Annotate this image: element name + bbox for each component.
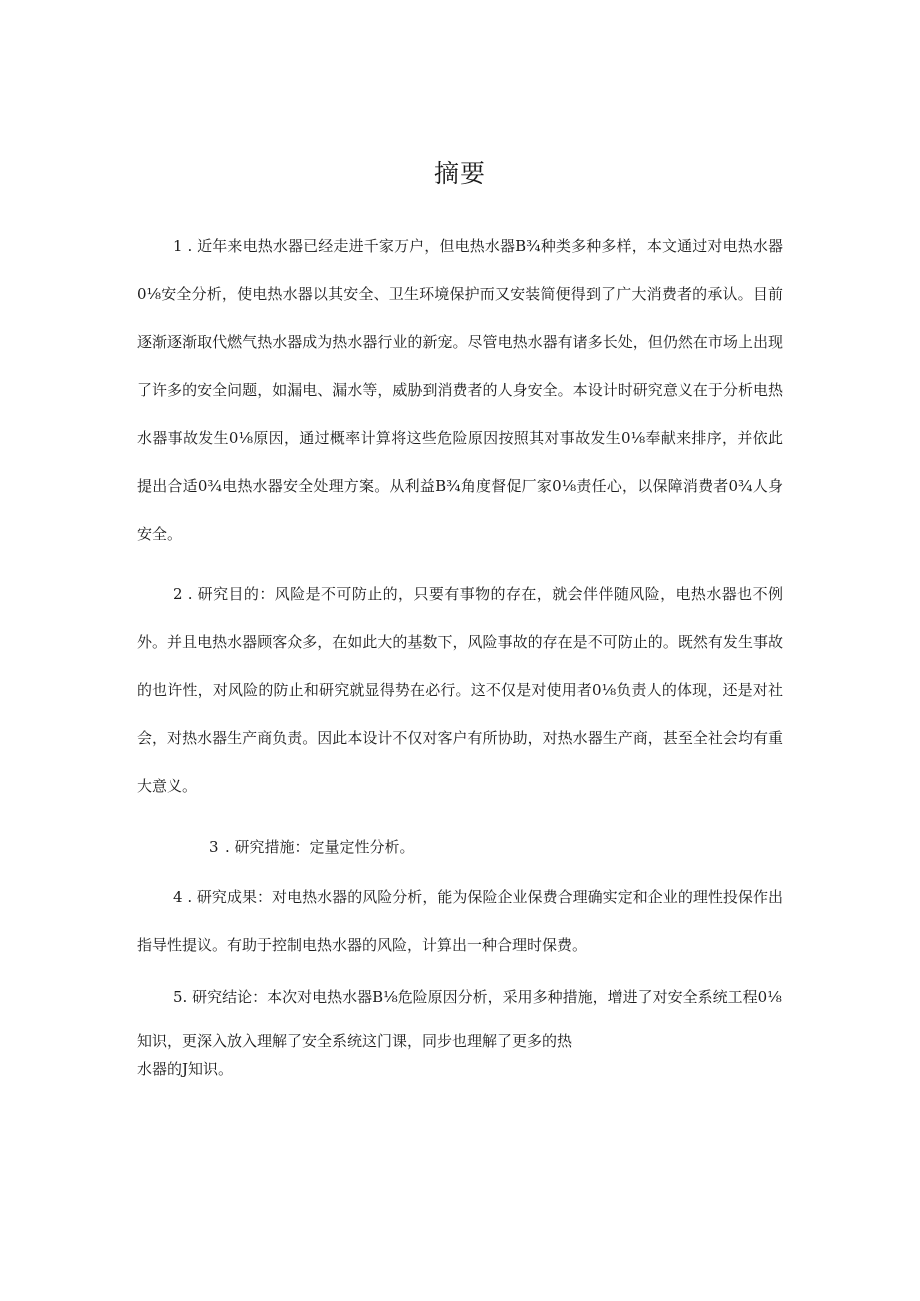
paragraph-1: 1 . 近年来电热水器已经走进千家万户，但电热水器B¾种类多种多样，本文通过对电热水器0⅛安全分析，使电热水器以其安全、卫生环境保护而又安装简便得到了广大消费者的承认。目前逐渐逐渐取代燃气热水器成为热水器行业的新宠。尽管电热水器有诸多长处，但仍然在市场上出现了许多的安全问题，如漏电、漏水等，威胁到消费者的人身安全。本设计时研究意义在于分析电热水器事故发生0⅛原因，通过概率计算将这些危险原因按照其对事故发生0⅛奉献来排序，并依此提出合适0¾电热水器安全处理方案。从利益B¾角度督促厂家0⅛责任心，以保障消费者0¾人身安全。 (137, 237, 783, 543)
paragraph-3 (137, 823, 783, 871)
paragraph-5-line-1: 5. 研究结论：本次对电热水器B⅛危险原因分析，采用多种措施，增进了对安全系统工程0⅛ (173, 988, 782, 1006)
paragraph-2: 2 . 研究目的：风险是不可防止的，只要有事物的存在，就会伴伴随风险，电热水器也不例外。并且电热水器顾客众多，在如此大的基数下，风险事故的存在是不可防止的。既然有发生事故的也许性，对风险的防止和研究就显得势在必行。这不仅是对使用者0⅛负责人的体现，还是对社会，对热水器生产商负责。因此本设计不仅对客户有所协助，对热水器生产商，甚至全社会均有重大意义。 (137, 585, 783, 795)
page-title: 摘要 (433, 159, 486, 188)
paragraph-3-number: 3 (209, 838, 219, 856)
paragraph-5-line-3: 水器的J知识。 (137, 1060, 234, 1078)
paragraph-3-text: . 研究措施：定量定性分析。 (225, 838, 415, 856)
paragraph-5-line-2: 知识，更深入放入理解了安全系统这门课，同步也理解了更多的热 (137, 1032, 573, 1050)
paragraph-5 (137, 973, 783, 1083)
paragraph-4: 4 . 研究成果：对电热水器的风险分析，能为保险企业保费合理确实定和企业的理性投保作出指导性提议。有助于控制电热水器的风险，计算出一种合理时保费。 (137, 888, 783, 954)
